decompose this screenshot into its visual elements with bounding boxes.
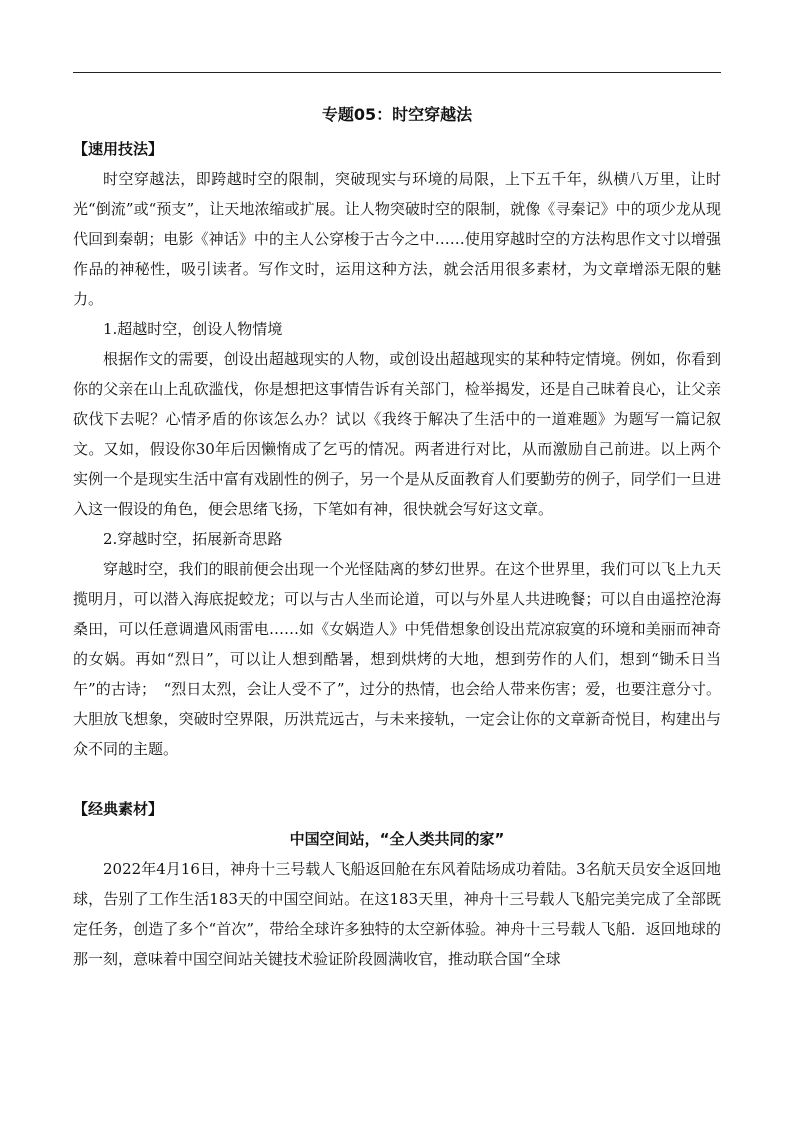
document-title: 专题05：时空穿越法 xyxy=(321,105,473,124)
intro-paragraph: 时空穿越法，即跨越时空的限制，突破现实与环境的局限，上下五千年，纵横八万里，让时光“倒流”或“预支”，让天地浓缩或扩展。让人物突破时空的限制，就像《寻秦记》中的项少龙从现代回到秦朝；电影《神话》中的主人公穿梭于古今之中……使用穿越时空的方法构思作文寸以增强作品的神秘性，吸引读者。写作文时，运用这种方法，就会活用很多素材，为文章增添无限的魅力。 xyxy=(73,170,721,308)
section-gap xyxy=(73,764,721,794)
point1-heading: 1.超越时空，创设人物情境 xyxy=(103,320,283,338)
article-title: 中国空间站，“全人类共同的家” xyxy=(289,830,505,848)
point2-paragraph: 穿越时空，我们的眼前便会出现一个光怪陆离的梦幻世界。在这个世界里，我们可以飞上九天揽明月，可以潜入海底捉蛟龙；可以与古人坐而论道，可以与外星人共进晚餐；可以自由遥控沧海桑田，可以任意调遣风雨雷电……如《女娲造人》中凭借想象创设出荒凉寂寞的环境和美丽而神奇的女娲。再如“烈日”，可以让人想到酷暑，想到烘烤的大地，想到劳作的人们，想到“锄禾日当午”的古诗； “烈日太烈，会让人受不了”，过分的热情，也会给人带来伤害；爱，也要注意分寸。大胆放飞想象，突破时空界限，历洪荒远古，与未来接轨，一定会让你的文章新奇悦目，构建出与众不同的主题。 xyxy=(73,560,721,758)
article-paragraph: 2022年4月16日，神舟十三号载人飞船返回舱在东风着陆场成功着陆。3名航天员安全返回地球，告别了工作生活183天的中国空间站。在这183天里，神舟十三号载人飞船完美完成了全部既定任务，创造了多个“首次”，带给全球许多独特的太空新体验。神舟十三号载人飞船．返回地球的那一刻，意味着中国空间站关键技术验证阶段圆满收官，推动联合国“全球 xyxy=(73,860,721,968)
section-heading-materials: 【经典素材】 xyxy=(73,800,164,818)
point2-heading: 2.穿越时空，拓展新奇思路 xyxy=(103,530,283,548)
section-heading-techniques: 【速用技法】 xyxy=(73,140,164,158)
header-rule xyxy=(73,72,721,73)
document-body xyxy=(73,100,721,974)
point1-paragraph: 根据作文的需要，创设出超越现实的人物，或创设出超越现实的某种特定情境。例如，你看到你的父亲在山上乱砍滥伐，你是想把这事情告诉有关部门，检举揭发，还是自己昧着良心，让父亲砍伐下去呢？心情矛盾的你该怎么办？试以《我终于解决了生活中的一道难题》为题写一篇记叙文。又如，假设你30年后因懒惰成了乞丐的情况。两者进行对比，从而激励自己前进。以上两个实例一个是现实生活中富有戏剧性的例子，另一个是从反面教育人们要勤劳的例子，同学们一旦进入这一假设的角色，便会思绪飞扬，下笔如有神，很快就会写好这文章。 xyxy=(73,350,721,518)
